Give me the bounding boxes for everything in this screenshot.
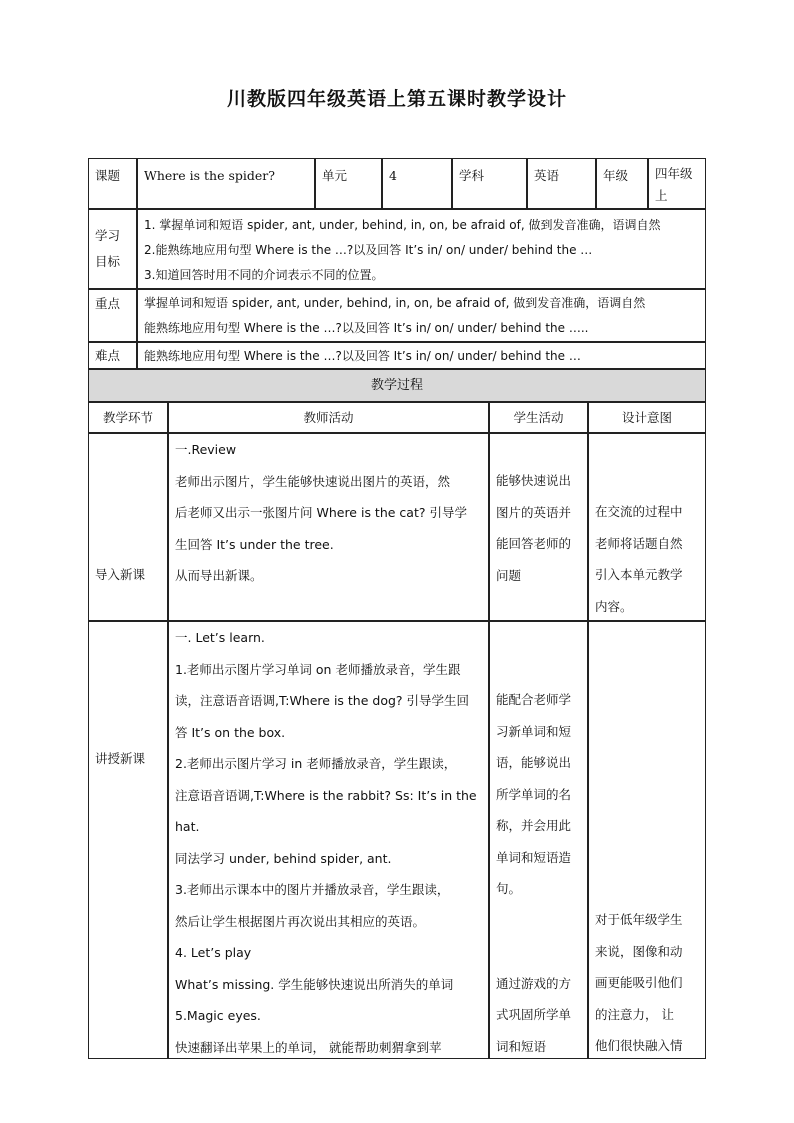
intent-line: 来说，图像和动 (595, 943, 683, 959)
objective-line: 1. 掌握单词和短语 spider, ant, under, behind, in, on, be afraid of, 做到发音准确，语调自然 (144, 218, 661, 232)
teacher-line: What’s missing. 学生能够快速说出所消失的单词 (175, 976, 454, 992)
intent-line: 内容。 (595, 598, 633, 614)
student-line: 习新单词和短 (496, 723, 572, 739)
col-header-student: 学生活动 (489, 402, 588, 433)
teacher-line: 快速翻译出苹果上的单词， 就能帮助刺猬拿到苹 (175, 1039, 442, 1055)
teacher-line: 一. Let’s learn. (175, 630, 265, 645)
subject-label-cell: 学科 (452, 158, 527, 209)
teacher-cell-new-lesson (168, 621, 489, 1059)
subject-value-cell: 英语 (527, 158, 596, 209)
teacher-line: 老师出示图片，学生能够快速说出图片的英语，然 (175, 473, 451, 489)
student-line: 能够快速说出 (496, 473, 572, 488)
col-header-intent: 设计意图 (588, 402, 706, 433)
teacher-line: 一.Review (175, 442, 237, 457)
topic-value-cell: Where is the spider? (137, 158, 315, 209)
intent-line: 的注意力， 让 (595, 1006, 674, 1022)
unit-label-cell: 单元 (315, 158, 382, 209)
student-line: 词和短语 (496, 1038, 547, 1054)
objectives-content-cell (137, 209, 706, 289)
key-point-line: 掌握单词和短语 spider, ant, under, behind, in, on, be afraid of, 做到发音准确，语调自然 (144, 296, 646, 310)
intent-line: 画更能吸引他们 (595, 975, 683, 990)
key-point-line: 能熟练地应用句型 Where is the …?以及回答 It’s in/ on/ under/ behind the ….. (144, 321, 589, 335)
teacher-cell-intro (168, 433, 489, 621)
intent-line: 对于低年级学生 (595, 912, 683, 927)
teacher-line: 然后让学生根据图片再次说出其相应的英语。 (175, 913, 426, 929)
teacher-line: 答 It’s on the box. (175, 724, 286, 740)
teacher-line: 5.Magic eyes. (175, 1008, 261, 1023)
stage-cell-intro: 导入新课 (88, 433, 168, 621)
student-line: 称，并会用此 (496, 818, 572, 833)
grade-value-cell (648, 158, 706, 209)
teacher-line: 2.老师出示图片学习 in 老师播放录音，学生跟读， (175, 756, 457, 771)
student-line: 式巩固所学单 (496, 1007, 572, 1022)
student-line: 所学单词的名 (496, 786, 572, 802)
student-cell-intro (489, 433, 588, 621)
objective-line: 3.知道回答时用不同的介词表示不同的位置。 (144, 268, 384, 282)
grade-value-line-1: 四年级 (655, 166, 693, 181)
intent-cell-new-lesson (588, 621, 706, 1059)
teacher-line: 后老师又出示一张图片问 Where is the cat? 引导学 (175, 505, 467, 520)
col-header-stage: 教学环节 (88, 402, 168, 433)
student-line: 问题 (496, 567, 522, 583)
intent-line: 老师将话题自然 (595, 535, 683, 551)
intent-line: 他们很快融入情 (595, 1038, 683, 1053)
stage-cell-new-lesson: 讲授新课 (88, 621, 168, 1059)
student-line: 图片的英语并 (496, 504, 572, 520)
student-line: 能配合老师学 (496, 692, 572, 707)
key-points-content-cell (137, 289, 706, 342)
teacher-line: 从而导出新课。 (175, 568, 263, 583)
intent-cell-intro (588, 433, 706, 621)
intent-line: 引入本单元教学 (595, 567, 683, 582)
teacher-line: 读，注意语音语调,T:Where is the dog? 引导学生回 (175, 693, 470, 708)
process-header: 教学过程 (88, 369, 706, 402)
page-title: 川教版四年级英语上第五课时教学设计 (226, 88, 567, 110)
teacher-line: 注意语音语调,T:Where is the rabbit? Ss: It’s in the (175, 787, 477, 803)
objective-line: 2.能熟练地应用句型 Where is the …?以及回答 It’s in/ on/ under/ behind the … (144, 243, 593, 257)
objectives-label-cell (88, 209, 137, 289)
difficulties-content-cell: 能熟练地应用句型 Where is the …?以及回答 It’s in/ on/ under/ behind the … (137, 342, 706, 369)
teacher-line: hat. (175, 819, 200, 834)
unit-value-cell: 4 (382, 158, 452, 209)
student-line: 能回答老师的 (496, 536, 572, 551)
teacher-line: 同法学习 under, behind spider, ant. (175, 850, 392, 866)
teacher-line: 生回答 It’s under the tree. (175, 536, 334, 552)
difficulties-label-cell: 难点 (88, 342, 137, 369)
objectives-label-line-1: 学习 (95, 228, 121, 243)
key-points-label-cell: 重点 (88, 289, 137, 342)
teacher-line: 4. Let’s play (175, 945, 252, 960)
teacher-line: 1.老师出示图片学习单词 on 老师播放录音，学生跟 (175, 661, 461, 677)
student-line: 通过游戏的方 (496, 975, 572, 991)
student-cell-new-lesson (489, 621, 588, 1059)
student-line: 句。 (496, 881, 522, 896)
intent-line: 在交流的过程中 (595, 504, 683, 519)
grade-label-cell: 年级 (596, 158, 648, 209)
grade-value-line-2: 上 (655, 188, 668, 203)
teacher-line: 3.老师出示课本中的图片并播放录音，学生跟读， (175, 882, 450, 897)
objectives-label-line-2: 目标 (95, 254, 121, 269)
student-line: 语，能够说出 (496, 755, 572, 770)
student-line: 单词和短语造 (496, 849, 572, 865)
col-header-teacher: 教师活动 (168, 402, 489, 433)
topic-label-cell: 课题 (88, 158, 137, 209)
